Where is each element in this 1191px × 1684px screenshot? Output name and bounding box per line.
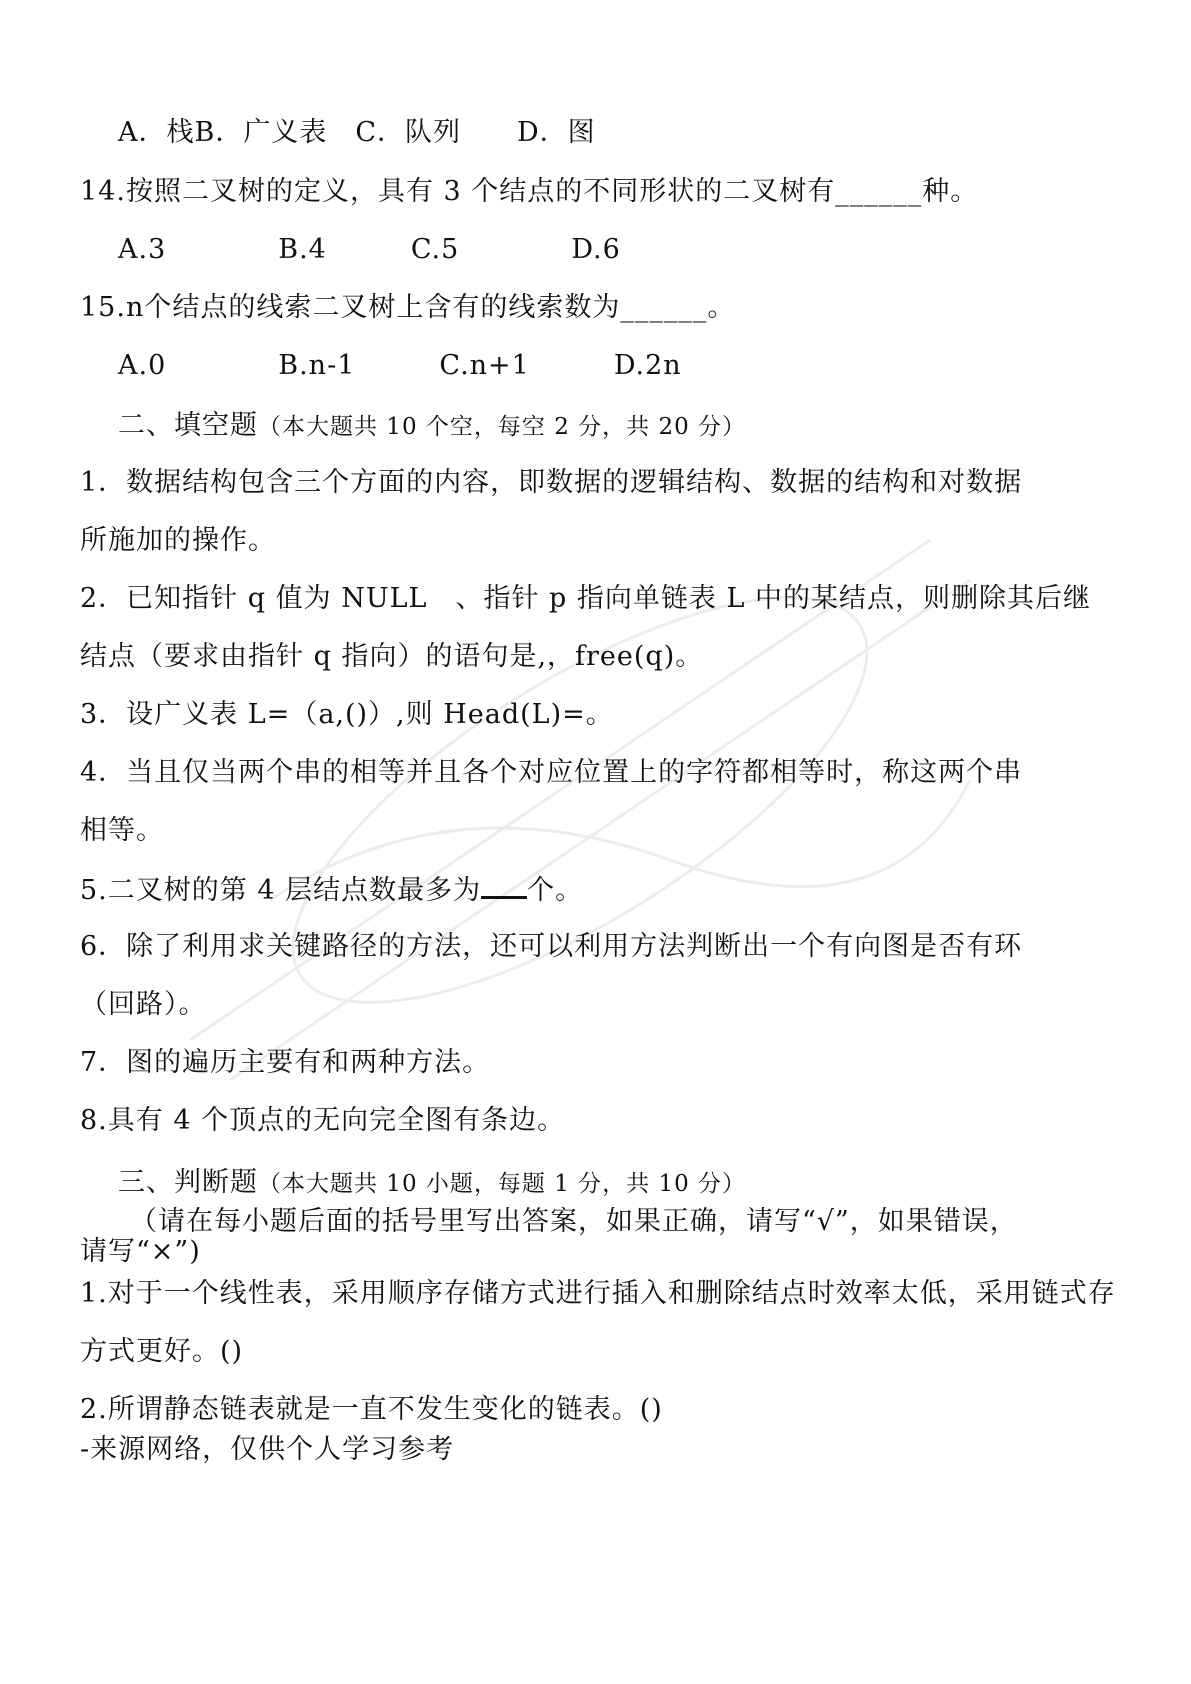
fill-item: 3．设广义表 L=（a,()）,则 Head(L)=。 xyxy=(80,699,614,730)
section3-instruction: （请在每小题后面的括号里写出答案，如果正确，请写“√”，如果错误， xyxy=(130,1206,1018,1237)
footer-note: -来源网络，仅供个人学习参考 xyxy=(80,1434,455,1465)
q14-options: A.3 B.4 C.5 D.6 xyxy=(118,234,621,265)
q14-stem: 14.按照二叉树的定义，具有 3 个结点的不同形状的二叉树有______种。 xyxy=(80,176,979,207)
section3-title: 三、判断题 xyxy=(118,1167,258,1198)
q15-options: A.0 B.n-1 C.n+1 D.2n xyxy=(118,350,682,381)
fill-item: 2．已知指针 q 值为 NULL 、指针 p 指向单链表 L 中的某结点，则删除其后继 xyxy=(80,583,1091,614)
section3-instruction-cont: 请写“×”) xyxy=(80,1236,201,1267)
fill-item: 6．除了利用求关键路径的方法，还可以利用方法判断出一个有向图是否有环 xyxy=(80,931,1023,962)
fill-item: 所施加的操作。 xyxy=(80,525,276,556)
section3-heading xyxy=(118,1166,746,1201)
fill-item: 7．图的遍历主要有和两种方法。 xyxy=(80,1047,491,1078)
fill-item: 结点（要求由指针 q 指向）的语句是,，free(q)。 xyxy=(80,641,704,672)
q13-options: A．栈B．广义表 C．队列 D．图 xyxy=(118,117,596,148)
fill-item-5-text: 5.二叉树的第 4 层结点数最多为 xyxy=(80,875,482,906)
section3-note: （本大题共 10 小题，每题 1 分，共 10 分） xyxy=(258,1171,747,1197)
judge-item: 1.对于一个线性表，采用顺序存储方式进行插入和删除结点时效率太低，采用链式存 xyxy=(80,1278,1116,1309)
fill-item: （回路）。 xyxy=(80,989,207,1020)
fill-item-5-end: 个。 xyxy=(527,875,584,906)
judge-item: 方式更好。() xyxy=(80,1336,244,1367)
fill-item: 4．当且仅当两个串的相等并且各个对应位置上的字符都相等时，称这两个串 xyxy=(80,757,1023,788)
fill-item: 相等。 xyxy=(80,815,164,846)
section2-note: （本大题共 10 个空，每空 2 分，共 20 分） xyxy=(258,414,747,440)
judge-item: 2.所谓静态链表就是一直不发生变化的链表。() xyxy=(80,1394,663,1425)
answer-blank xyxy=(481,872,527,899)
fill-item-5 xyxy=(80,872,583,908)
section2-title: 二、填空题 xyxy=(118,410,258,441)
q15-stem: 15.n个结点的线索二叉树上含有的线索数为______。 xyxy=(80,292,736,323)
section2-heading xyxy=(118,409,746,444)
fill-item: 1．数据结构包含三个方面的内容，即数据的逻辑结构、数据的结构和对数据 xyxy=(80,467,1023,498)
fill-item: 8.具有 4 个顶点的无向完全图有条边。 xyxy=(80,1105,566,1136)
watermark-graphic xyxy=(150,480,1000,1100)
